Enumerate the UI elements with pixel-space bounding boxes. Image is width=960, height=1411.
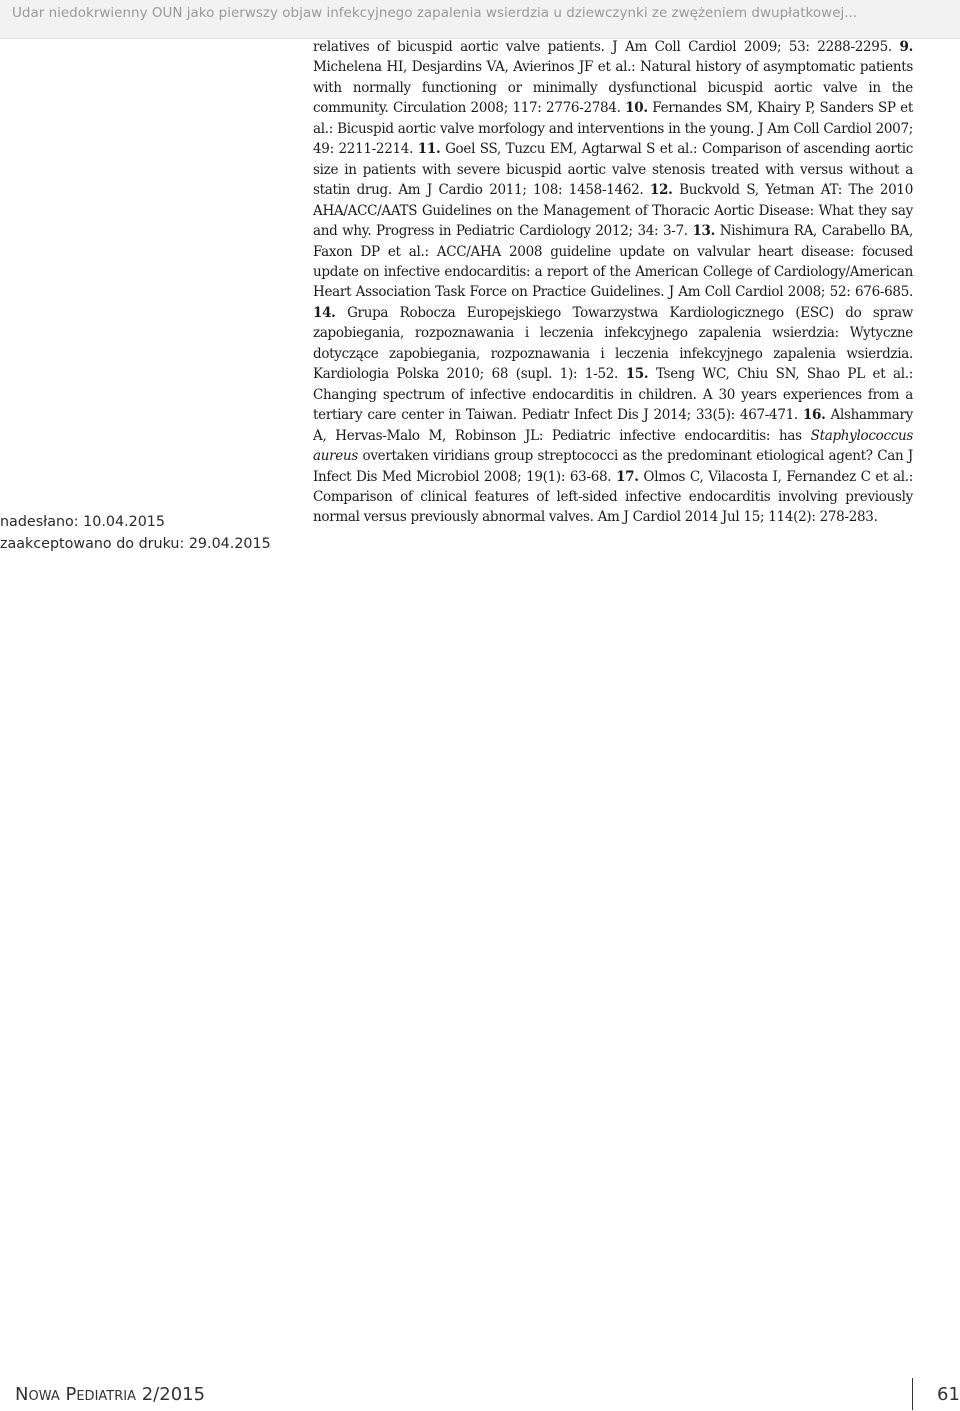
- reference-list: [313, 37, 913, 528]
- reference-text: Goel SS, Tuzcu EM, Agtarwal S et al.: Comparison of ascending aortic size in patients with severe bicuspid aortic valve stenosis treated with versus without a statin drug. Am J Cardio 2011; 108: 1458-1462.: [313, 141, 913, 199]
- reference-number: 16.: [802, 407, 826, 424]
- journal-word1-rest: owa: [28, 1384, 60, 1405]
- reference-text: Grupa Robocza Europejskiego Towarzystwa Kardiologicznego (ESC) do spraw zapobiegania, rozpoznawania i leczenia infekcyjnego zapalenia wsierdzia: Wytyczne dotyczące zapobiegania, rozpoznawania i leczenia infekcyjnego zapalenia wsierdzia. Kardiologia Polska 2010; 68 (supl. 1): 1-52.: [313, 304, 914, 383]
- journal-word1-initial: N: [15, 1384, 29, 1405]
- reference-number: 10.: [625, 100, 648, 117]
- journal-word2-initial: P: [65, 1384, 77, 1405]
- reference-text: relatives of bicuspid aortic valve patients. J Am Coll Cardiol 2009; 53: 2288-2295.: [313, 39, 892, 55]
- journal-name: [15, 1384, 205, 1405]
- reference-number: 9.: [899, 39, 913, 55]
- reference-text: overtaken viridians group streptococci as the predominant etiological agent? Can J Infect Dis Med Microbiol 2008; 19(1): 63-68.: [313, 448, 913, 485]
- journal-word2-rest: ediatria: [76, 1384, 136, 1405]
- journal-issue: 2/2015: [141, 1384, 206, 1405]
- running-header-title: Udar niedokrwienny OUN jako pierwszy objaw infekcyjnego zapalenia wsierdzia u dziewczynki ze zwężeniem dwupłatkowej...: [12, 5, 858, 21]
- reference-number: 15.: [625, 366, 649, 383]
- reference-text: Tseng WC, Chiu SN, Shao PL et al.: Changing spectrum of infective endocarditis in children. A 30 years experiences from a tertiary care center in Taiwan. Pediatr Infect Dis J 2014; 33(5): 467-471.: [313, 366, 913, 424]
- reference-number: 11.: [417, 141, 441, 158]
- reference-species-name: Staphylococcus aureus: [313, 427, 913, 465]
- page-number: 61: [937, 1384, 960, 1405]
- footer-divider: [912, 1378, 913, 1410]
- reference-number: 17.: [616, 468, 639, 485]
- reference-number: 14.: [313, 304, 336, 321]
- reference-text: Nishimura RA, Carabello BA, Faxon DP et al.: ACC/AHA 2008 guideline update on valvular heart disease: focused update on infective endocarditis: a report of the American College of Cardiology/American Heart Association Task Force on Practice Guidelines. J Am Coll Cardiol 2008; 52: 676-685.: [313, 223, 914, 301]
- reference-text: Fernandes SM, Khairy P, Sanders SP et al.: Bicuspid aortic valve morfology and interventions in the young. J Am Coll Cardiol 2007; 49: 2211-2214.: [313, 100, 913, 158]
- accepted-date: zaakceptowano do druku: 29.04.2015: [0, 535, 271, 552]
- reference-number: 13.: [692, 223, 716, 240]
- received-date: nadesłano: 10.04.2015: [0, 514, 165, 530]
- submission-dates: [0, 512, 280, 555]
- reference-text: Michelena HI, Desjardins VA, Avierinos JF et al.: Natural history of asymptomatic patients with normally functioning or minimally dysfunctional bicuspid aortic valve in the community. Circulation 2008; 117: 2776-2784.: [313, 59, 913, 117]
- running-header: [0, 0, 960, 39]
- reference-number: 12.: [649, 182, 673, 199]
- reference-text: Buckvold S, Yetman AT: The 2010 AHA/ACC/AATS Guidelines on the Management of Thoracic Aortic Disease: What they say and why. Progress in Pediatric Cardiology 2012; 34: 3-7.: [313, 182, 913, 240]
- reference-8-continued: [313, 39, 892, 55]
- reference-text: Alshammary A, Hervas-Malo M, Robinson JL: Pediatric infective endocarditis: has: [313, 407, 913, 444]
- reference-text: Olmos C, Vilacosta I, Fernandez C et al.: Comparison of clinical features of left-sided infective endocarditis involving previously normal versus previously abnormal valves. Am J Cardiol 2014 Jul 15; 114(2): 278-283.: [313, 468, 913, 526]
